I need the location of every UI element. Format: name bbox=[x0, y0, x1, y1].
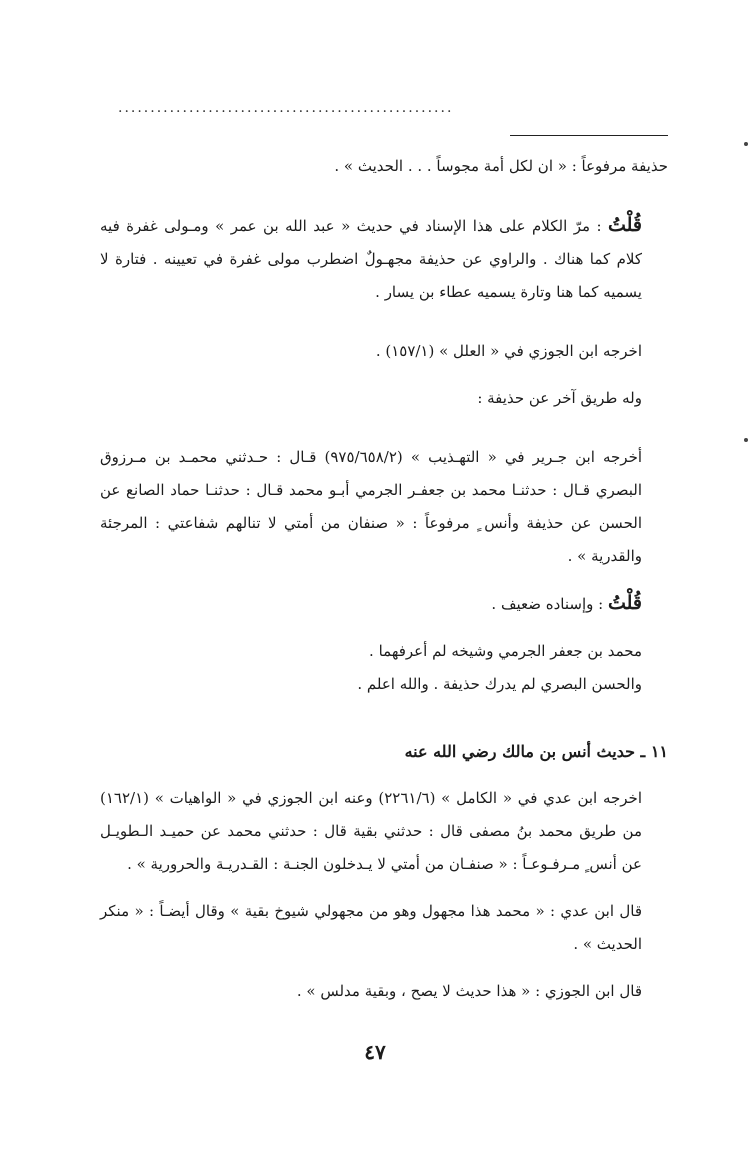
paragraph bbox=[100, 587, 668, 621]
paragraph-text: : وإسناده ضعيف . bbox=[491, 595, 608, 613]
paragraph: وله طريق آخر عن حذيفة : bbox=[477, 389, 642, 407]
paragraph: أخرجه ابن جـرير في « التهـذيب » (٩٧٥/٦٥٨/٢) قـال : حـدثني محمـد بن مـرزوق البصري قـال : حدثنـا محمد بن جعفـر الجرمي أبـو محمد قـال : حدثنـا حماد الصانع عن الحسن عن حذيفة وأنس ٍ مرفوعاً : « صنفان من أمتي لا تنالهم شفاعتي : المرجئة والقدرية » . bbox=[100, 448, 643, 565]
paragraph: محمد بن جعفر الجرمي وشيخه لم أعرفهما . bbox=[369, 642, 642, 660]
page-body bbox=[100, 150, 668, 1008]
margin-mark bbox=[744, 438, 748, 442]
paragraph: قال ابن الجوزي : « هذا حديث لا يصح ، وبقية مدلس » . bbox=[296, 982, 642, 1000]
paragraph-text: : مرّ الكلام على هذا الإسناد في حديث « عبد الله بن عمر » ومـولى غفرة فيه كلام كما هناك . والراوي عن حذيفة مجهـولٌ اضطرب مولى غفرة في تعيينه . فتارة لا يسميه كما هنا وتارة يسميه عطاء بن يسار . bbox=[100, 217, 642, 301]
qult-marker: قُلْتُ bbox=[607, 592, 642, 614]
margin-mark bbox=[744, 142, 748, 146]
paragraph: حذيفة مرفوعاً : « ان لكل أمة مجوساً . . . الحديث » . bbox=[334, 157, 668, 175]
paragraph: اخرجه ابن عدي في « الكامل » (٢٢٦١/٦) وعنه ابن الجوزي في « الواهيات » (١٦٢/١) من طريق محمد بنُ مصفى قال : حدثني بقية قال : حدثني محمد عن حميـد الـطويـل عن أنس ٍ مـرفـوعـاً : « صنفـان من أمتي لا يـدخلون الجنـة : القـدريـة والحرورية » . bbox=[100, 789, 642, 873]
paragraph: قال ابن عدي : « محمد هذا مجهول وهو من مجهولي شيوخ بقية » وقال أيضـاً : « منكر الحديث » . bbox=[100, 902, 642, 953]
page-number: ٤٧ bbox=[364, 1040, 386, 1064]
paragraph: والحسن البصري لم يدرك حذيفة . والله اعلم . bbox=[357, 675, 642, 693]
paragraph: اخرجه ابن الجوزي في « العلل » (١٥٧/١) . bbox=[375, 342, 642, 360]
qult-marker: قُلْتُ bbox=[607, 214, 642, 236]
paragraph bbox=[100, 209, 668, 309]
footnote-rule bbox=[510, 135, 668, 136]
section-heading: ١١ ـ حديث أنس بن مالك رضي الله عنه bbox=[404, 742, 668, 761]
header-dotted-line: .................................................... bbox=[118, 100, 454, 116]
